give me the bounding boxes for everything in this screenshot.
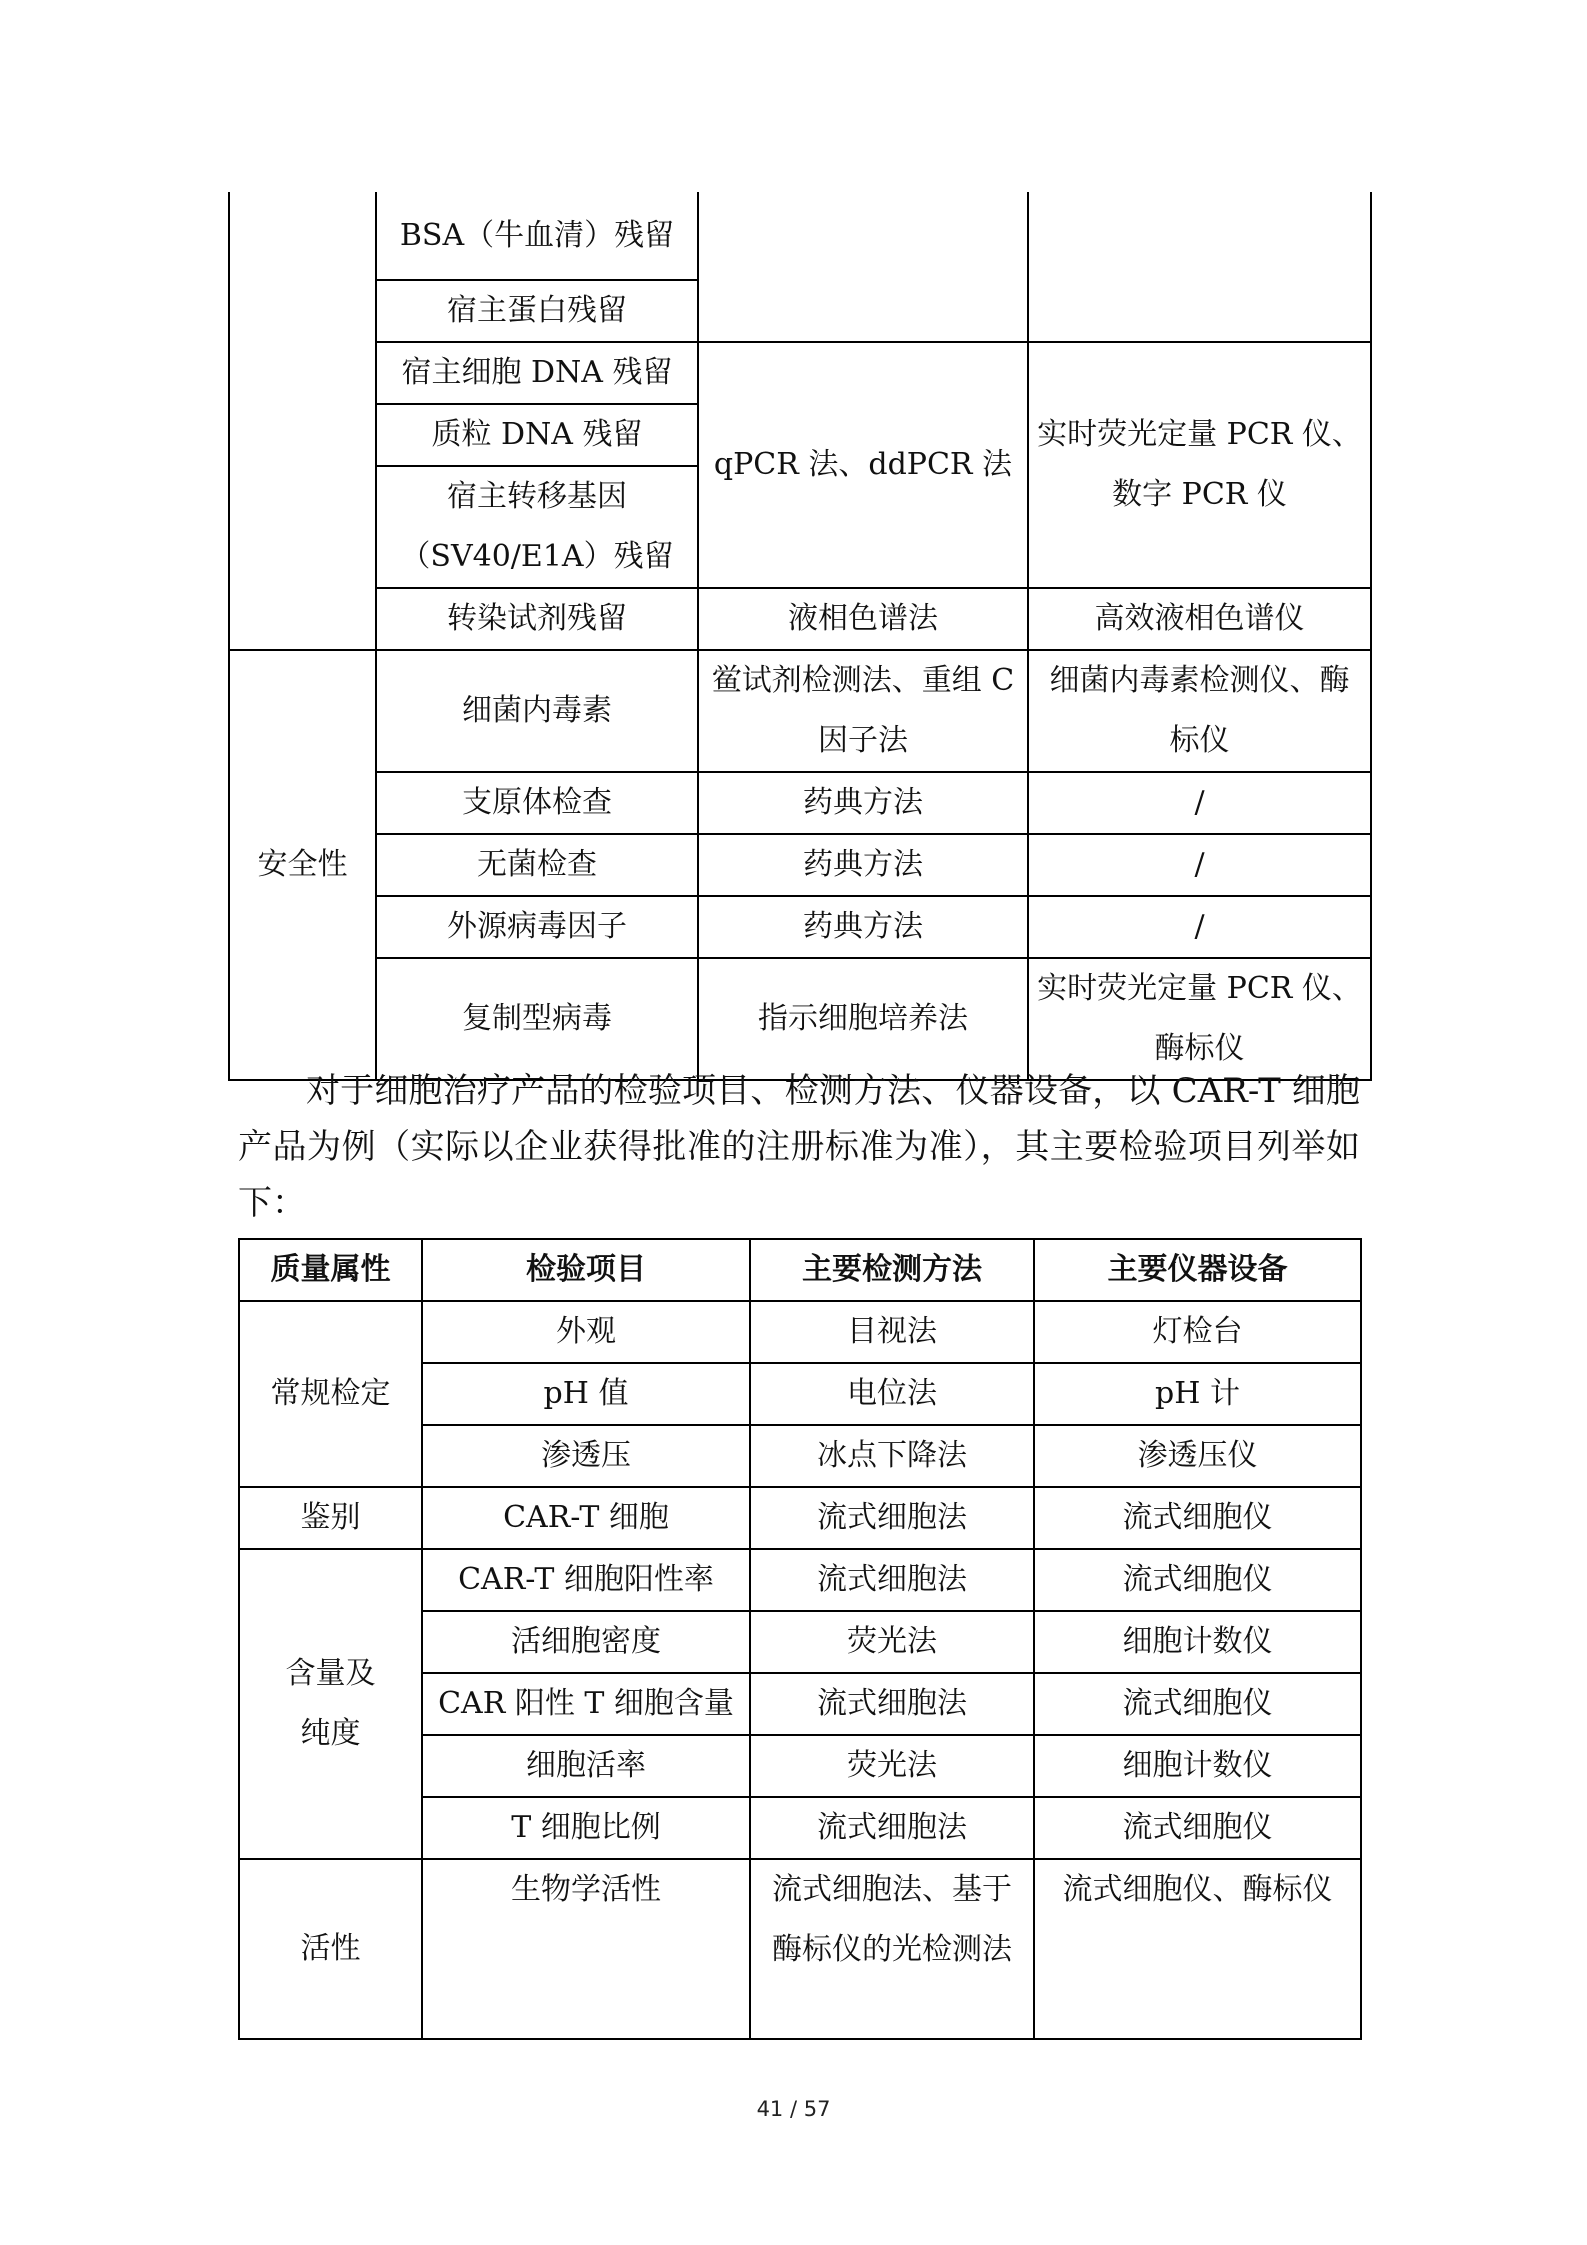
intro-paragraph: 对于细胞治疗产品的检验项目、检测方法、仪器设备，以 CAR-T 细胞产品为例（实际以企业获得批准的注册标准为准），其主要检验项目列举如下：: [238, 1071, 1360, 1223]
page-number: 41 / 57: [756, 2097, 831, 2121]
table-cell-equipment: /: [1028, 896, 1371, 958]
table-cell-equipment: 流式细胞仪、酶标仪: [1034, 1859, 1361, 2039]
table-cell-equipment: pH 计: [1034, 1363, 1361, 1425]
header-test-item: 检验项目: [422, 1239, 750, 1301]
table-cell-item: 质粒 DNA 残留: [376, 404, 698, 466]
table-cell-method: 药典方法: [698, 834, 1028, 896]
table-cell-equipment: 流式细胞仪: [1034, 1487, 1361, 1549]
table-cell-item: CAR-T 细胞: [422, 1487, 750, 1549]
table-cell-equipment: 流式细胞仪: [1034, 1673, 1361, 1735]
table-cell-equipment: 高效液相色谱仪: [1028, 588, 1371, 650]
table-cell-method: 鲎试剂检测法、重组 C 因子法: [698, 650, 1028, 772]
category-cell-empty: [229, 192, 376, 650]
test-items-table-continued: [228, 192, 1372, 1081]
table-cell-equipment: 实时荧光定量 PCR 仪、酶标仪: [1028, 958, 1371, 1080]
category-safety: 安全性: [229, 650, 376, 1080]
table-cell-equipment: 细胞计数仪: [1034, 1611, 1361, 1673]
table-cell-equipment: 实时荧光定量 PCR 仪、数字 PCR 仪: [1028, 342, 1371, 588]
table-cell-equipment: 流式细胞仪: [1034, 1797, 1361, 1859]
table-cell-item: 无菌检查: [376, 834, 698, 896]
table-cell-method: 药典方法: [698, 772, 1028, 834]
category-content-purity: 含量及纯度: [239, 1549, 422, 1859]
table-cell-equipment: 流式细胞仪: [1034, 1549, 1361, 1611]
header-equipment: 主要仪器设备: [1034, 1239, 1361, 1301]
table-cell-equipment: /: [1028, 834, 1371, 896]
header-method: 主要检测方法: [750, 1239, 1034, 1301]
table-cell-equipment: [1028, 192, 1371, 342]
category-identification: 鉴别: [239, 1487, 422, 1549]
table-cell-method: 电位法: [750, 1363, 1034, 1425]
table-cell-item: CAR 阳性 T 细胞含量: [422, 1673, 750, 1735]
table-cell-item: CAR-T 细胞阳性率: [422, 1549, 750, 1611]
table-cell-method: 液相色谱法: [698, 588, 1028, 650]
table-cell-equipment: 渗透压仪: [1034, 1425, 1361, 1487]
table-cell-item: 渗透压: [422, 1425, 750, 1487]
header-quality-attribute: 质量属性: [239, 1239, 422, 1301]
table-cell-item: 外观: [422, 1301, 750, 1363]
table-cell-equipment: 灯检台: [1034, 1301, 1361, 1363]
table-cell-item: BSA（牛血清）残留: [376, 192, 698, 280]
table-cell-item: 宿主细胞 DNA 残留: [376, 342, 698, 404]
table-cell-item: 外源病毒因子: [376, 896, 698, 958]
table-cell-method: 指示细胞培养法: [698, 958, 1028, 1080]
table-cell-method: 流式细胞法: [750, 1549, 1034, 1611]
table-cell-item: 细菌内毒素: [376, 650, 698, 772]
table-cell-method: 药典方法: [698, 896, 1028, 958]
table-cell-method: [698, 192, 1028, 342]
table-cell-method: qPCR 法、ddPCR 法: [698, 342, 1028, 588]
table-cell-equipment: /: [1028, 772, 1371, 834]
category-routine: 常规检定: [239, 1301, 422, 1487]
category-activity: 活性: [239, 1859, 422, 2039]
table-cell-method: 流式细胞法: [750, 1797, 1034, 1859]
table-cell-method: 流式细胞法: [750, 1487, 1034, 1549]
table-cell-equipment: 细胞计数仪: [1034, 1735, 1361, 1797]
table-cell-item: 活细胞密度: [422, 1611, 750, 1673]
table-cell-method: 荧光法: [750, 1735, 1034, 1797]
table-cell-method: 荧光法: [750, 1611, 1034, 1673]
table-cell-item: 细胞活率: [422, 1735, 750, 1797]
table-cell-item: 生物学活性: [422, 1859, 750, 2039]
table-cell-method: 目视法: [750, 1301, 1034, 1363]
table-cell-method: 冰点下降法: [750, 1425, 1034, 1487]
table-cell-item: 宿主转移基因（SV40/E1A）残留: [376, 466, 698, 588]
table-cell-item: 复制型病毒: [376, 958, 698, 1080]
car-t-test-items-table: [238, 1238, 1362, 2040]
table-cell-item: 转染试剂残留: [376, 588, 698, 650]
table-cell-item: pH 值: [422, 1363, 750, 1425]
table-cell-equipment: 细菌内毒素检测仪、酶标仪: [1028, 650, 1371, 772]
table-cell-item: 支原体检查: [376, 772, 698, 834]
table-cell-item: T 细胞比例: [422, 1797, 750, 1859]
table-cell-method: 流式细胞法、基于酶标仪的光检测法: [750, 1859, 1034, 2039]
table-cell-item: 宿主蛋白残留: [376, 280, 698, 342]
table-cell-method: 流式细胞法: [750, 1673, 1034, 1735]
